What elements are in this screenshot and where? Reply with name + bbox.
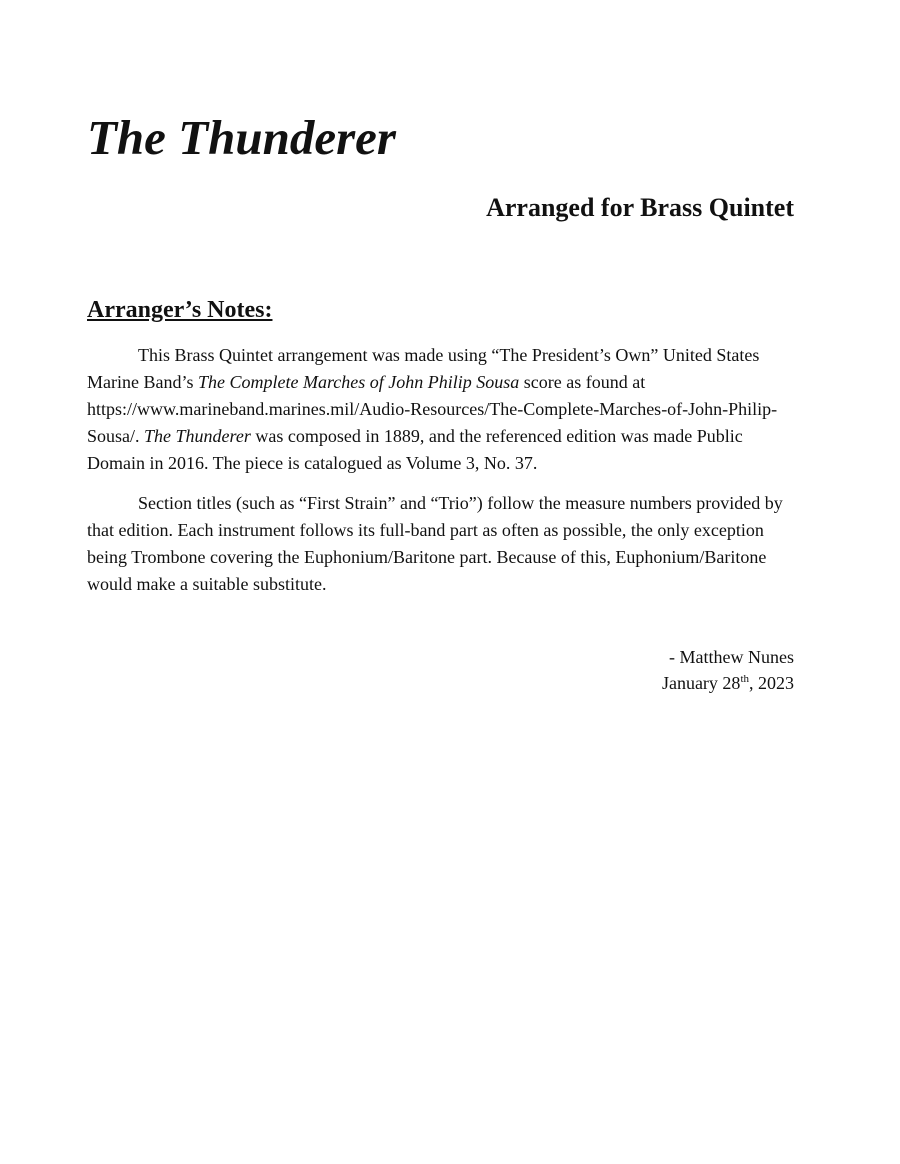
date-year: , 2023 (749, 673, 794, 693)
notes-paragraph-1 (87, 342, 794, 477)
document-subtitle: Arranged for Brass Quintet (486, 193, 794, 222)
notes-body (87, 342, 794, 611)
date-ordinal-suffix: th (740, 673, 749, 685)
piece-title-italic: The Thunderer (144, 426, 251, 446)
notes-heading: Arranger’s Notes: (87, 297, 273, 323)
score-title-italic: The Complete Marches of John Philip Sousa (197, 372, 520, 392)
date-month-day: January 28 (661, 673, 741, 693)
notes-paragraph-2: Section titles (such as “First Strain” and “Trio”) follow the measure numbers provided by that edition. Each instrument follows its full-band part as often as possible, the only exception being Trombone covering the Euphonium/Baritone part. Because of this, Euphonium/Baritone would make a suitable substitute. (87, 493, 783, 594)
paragraph-1-text-c: was composed in 1889, and the referenced edition was made Public Domain in 2016. The piece is catalogued as Volume 3, No. 37. (87, 426, 743, 473)
signature-block (662, 644, 794, 696)
document-title: The Thunderer (87, 110, 397, 165)
paragraph-1-text-a: This Brass Quintet arrangement was made using “The President’s Own” United States Marine Band’s (87, 345, 760, 392)
signature-author: - Matthew Nunes (669, 647, 794, 667)
paragraph-1-text-b: score as found at https://www.marineband.marines.mil/Audio-Resources/The-Complete-Marches-of-John-Philip-Sousa/. (87, 372, 778, 446)
signature-date (662, 670, 794, 696)
